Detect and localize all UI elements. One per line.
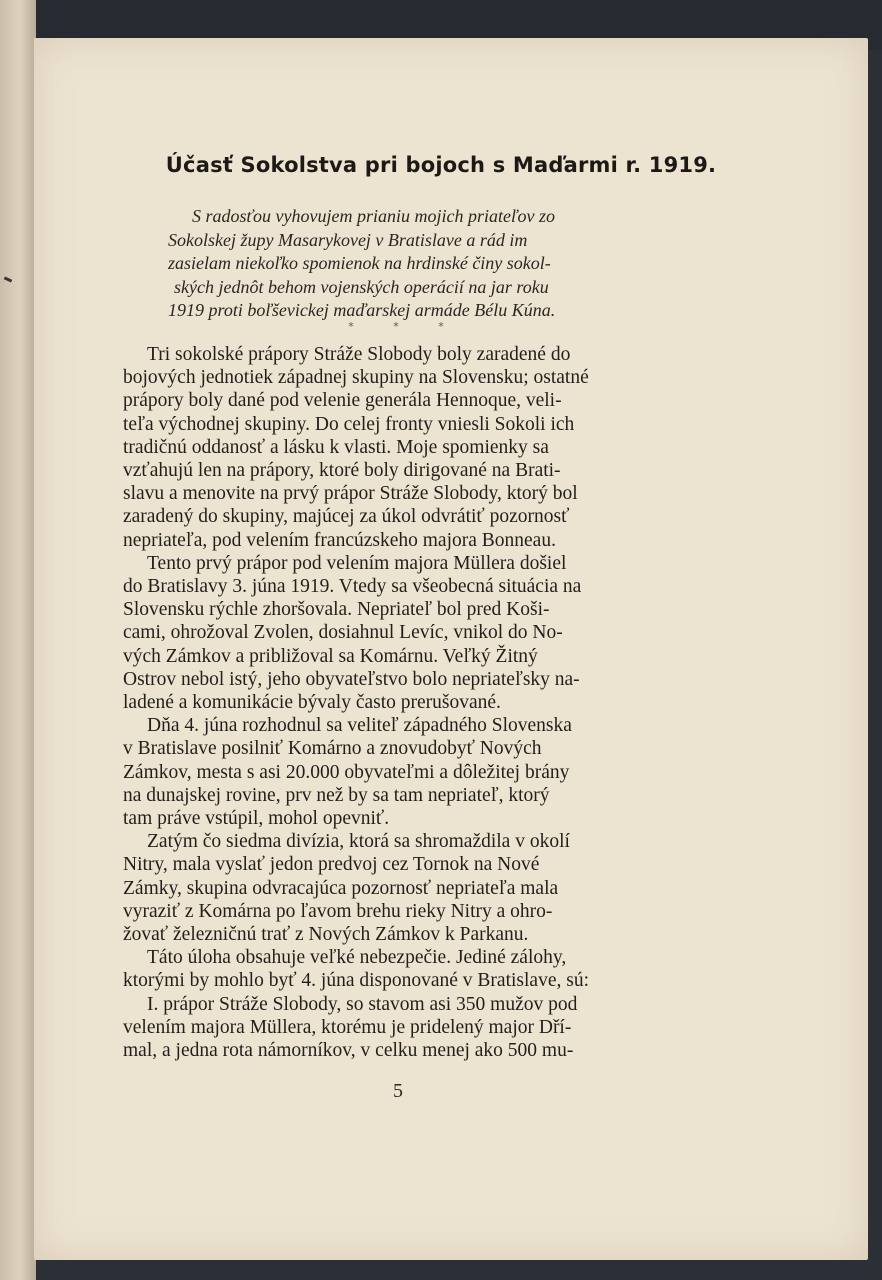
body-line: ladené a komunikácie bývaly často prerušované. bbox=[123, 692, 501, 714]
section-separator: * * * bbox=[348, 320, 462, 333]
body-line: mal, a jedna rota námorníkov, v celku menej ako 500 mu- bbox=[123, 1040, 574, 1062]
book-page-edge bbox=[0, 0, 36, 1280]
body-line: Dňa 4. júna rozhodnul sa veliteľ západného Slovenska bbox=[147, 715, 572, 737]
body-line: I. prápor Stráže Slobody, so stavom asi 350 mužov pod bbox=[147, 993, 578, 1015]
intro-line: 1919 proti boľševickej maďarskej armáde Bélu Kúna. bbox=[168, 300, 556, 320]
body-line: Táto úloha obsahuje veľké nebezpečie. Jediné zálohy, bbox=[147, 947, 567, 969]
pencil-mark bbox=[4, 276, 13, 282]
body-line: teľa východnej skupiny. Do celej fronty vniesli Sokoli ich bbox=[123, 413, 575, 435]
body-line: Zámkov, mesta s asi 20.000 obyvateľmi a dôležitej brány bbox=[123, 761, 570, 783]
body-line: tam práve vstúpil, mohol opevniť. bbox=[123, 808, 390, 830]
body-line: vyraziť z Komárna po ľavom brehu rieky Nitry a ohro- bbox=[123, 900, 553, 922]
page-title: Účasť Sokolstva pri bojoch s Maďarmi r. 1919. bbox=[165, 153, 717, 177]
body-line: vých Zámkov a približoval sa Komárnu. Veľký Žitný bbox=[123, 645, 538, 667]
body-line: bojových jednotiek západnej skupiny na Slovensku; ostatné bbox=[123, 367, 589, 389]
intro-paragraph bbox=[168, 205, 668, 323]
body-line: tradičnú oddanosť a lásku k vlasti. Moje spomienky sa bbox=[123, 436, 549, 458]
body-line: do Bratislavy 3. júna 1919. Vtedy sa všeobecná situácia na bbox=[123, 576, 582, 598]
body-line: vzťahujú len na prápory, ktoré boly dirigované na Brati- bbox=[123, 460, 561, 482]
body-line: zaradený do skupiny, majúcej za úkol odvrátiť pozornosť bbox=[123, 506, 570, 528]
body-line: na dunajskej rovine, prv než by sa tam nepriateľ, ktorý bbox=[123, 784, 550, 806]
body-line: v Bratislave posilniť Komárno a znovudobyť Nových bbox=[123, 738, 542, 760]
intro-line: Sokolskej župy Masarykovej v Bratislave a rád im bbox=[168, 229, 528, 250]
body-line: Ostrov nebol istý, jeho obyvateľstvo bolo nepriateľsky na- bbox=[123, 668, 580, 690]
body-line: velením majora Müllera, ktorému je pridelený major Dří- bbox=[123, 1016, 572, 1038]
body-line: Tento prvý prápor pod velením majora Müllera došiel bbox=[147, 552, 567, 574]
body-line: prápory boly dané pod velenie generála Hennoque, veli- bbox=[123, 390, 562, 412]
body-line: nepriateľa, pod velením francúzskeho majora Bonneau. bbox=[123, 529, 556, 551]
body-line: slavu a menovite na prvý prápor Stráže Slobody, ktorý bol bbox=[123, 483, 578, 505]
body-line: žovať železničnú trať z Nových Zámkov k Parkanu. bbox=[123, 924, 529, 946]
body-line: Tri sokolské prápory Stráže Slobody boly zaradené do bbox=[147, 344, 571, 365]
body-line: Zámky, skupina odvracajúca pozornosť nepriateľa mala bbox=[123, 877, 559, 899]
intro-line: S radosťou vyhovujem prianiu mojich priateľov zo bbox=[192, 206, 556, 226]
page-number: 5 bbox=[393, 1080, 403, 1102]
body-line: cami, ohrožoval Zvolen, dosiahnul Levíc, vnikol do No- bbox=[123, 622, 563, 644]
intro-line: zasielam niekoľko spomienok na hrdinské činy sokol- bbox=[168, 253, 551, 273]
body-text bbox=[123, 343, 678, 1062]
body-line: Zatým čo siedma divízia, ktorá sa shromaždila v okolí bbox=[147, 831, 570, 853]
intro-line: ských jednôt behom vojenských operácií na jar roku bbox=[174, 276, 549, 297]
body-line: Slovensku rýchle zhoršovala. Nepriateľ bol pred Koši- bbox=[123, 599, 550, 621]
body-line: Nitry, mala vyslať jedon predvoj cez Tornok na Nové bbox=[123, 854, 540, 876]
body-line: ktorými by mohlo byť 4. júna disponované v Bratislave, sú: bbox=[123, 970, 589, 992]
